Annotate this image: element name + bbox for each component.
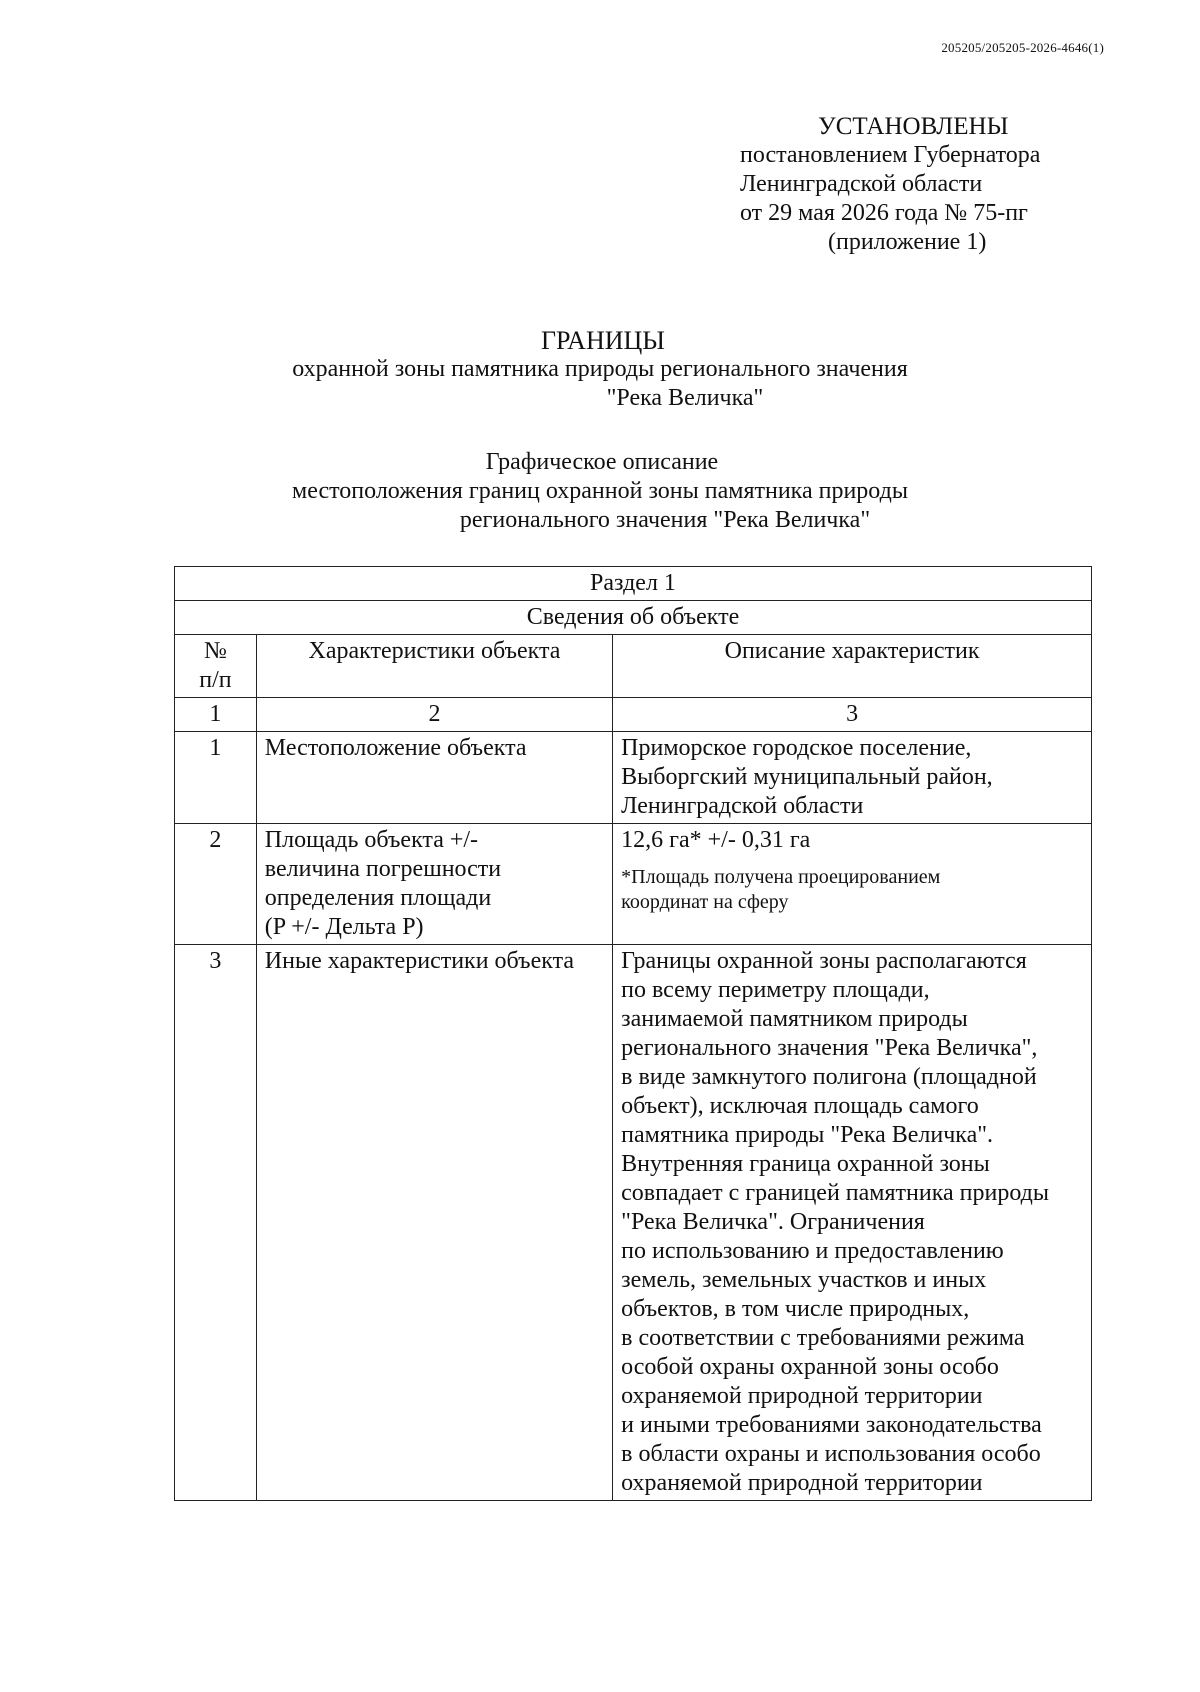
table-row — [175, 824, 1092, 945]
row-characteristic: Иные характеристики объекта — [256, 945, 612, 1501]
section-label: Раздел 1 — [175, 567, 1092, 601]
row-description: Границы охранной зоны располагаются по всему периметру площади, занимаемой памятником природы регионального значения "Река Величка", в виде замкнутого полигона (площадной объект), исключая площадь самого памятника природы "Река Величка". Внутренняя граница охранной зоны совпадает с границей памятника природы "Река Величка". Ограничения по использованию и предоставлению земель, земельных участков и иных объектов, в том числе природных, в соответствии с требованиями режима особой охраны охранной зоны особо охраняемой природной территории и иными требованиями законодательства в области охраны и использования особо охраняемой природной территории — [613, 945, 1092, 1501]
section-title: Сведения об объекте — [175, 601, 1092, 635]
approval-line: постановлением Губернатора — [740, 142, 1041, 168]
object-info-table — [174, 566, 1092, 1501]
approval-block — [740, 112, 1140, 257]
subheading-line: регионального значения "Река Величка" — [459, 507, 871, 533]
table-row — [175, 732, 1092, 824]
column-number: 3 — [613, 698, 1092, 732]
subheading-line: местоположения границ охранной зоны памятника природы — [292, 478, 908, 504]
document-id: 205205/205205-2026-4646(1) — [941, 40, 1104, 55]
heading-object-name: "Река Величка" — [606, 385, 764, 411]
header-number: № п/п — [175, 635, 257, 698]
row-characteristic: Площадь объекта +/- величина погрешности определения площади (P +/- Дельта P) — [256, 824, 612, 945]
row-description — [613, 824, 1092, 945]
heading-line: охранной зоны памятника природы регионального значения — [292, 356, 908, 382]
table-row — [175, 945, 1092, 1501]
section-title-row — [175, 601, 1092, 635]
column-number: 2 — [256, 698, 612, 732]
row-description: Приморское городское поселение, Выборгский муниципальный район, Ленинградской области — [613, 732, 1092, 824]
row-characteristic: Местоположение объекта — [256, 732, 612, 824]
section-row — [175, 567, 1092, 601]
column-number-row — [175, 698, 1092, 732]
header-row — [175, 635, 1092, 698]
row-number: 2 — [175, 824, 257, 945]
row-number: 3 — [175, 945, 257, 1501]
approval-annex: (приложение 1) — [828, 229, 987, 255]
document-subheading — [0, 448, 1200, 535]
row-number: 1 — [175, 732, 257, 824]
approval-title: УСТАНОВЛЕНЫ — [818, 113, 1009, 140]
approval-line: от 29 мая 2026 года № 75-пг — [740, 200, 1028, 226]
header-characteristic: Характеристики объекта — [256, 635, 612, 698]
area-footnote: *Площадь получена проецированием координат на сферу — [621, 866, 941, 913]
document-title: ГРАНИЦЫ — [541, 326, 665, 355]
header-description: Описание характеристик — [613, 635, 1092, 698]
column-number: 1 — [175, 698, 257, 732]
area-value: 12,6 га* +/- 0,31 га — [621, 827, 811, 853]
approval-line: Ленинградской области — [740, 171, 983, 197]
document-heading — [0, 326, 1200, 413]
subheading-line: Графическое описание — [485, 449, 719, 475]
